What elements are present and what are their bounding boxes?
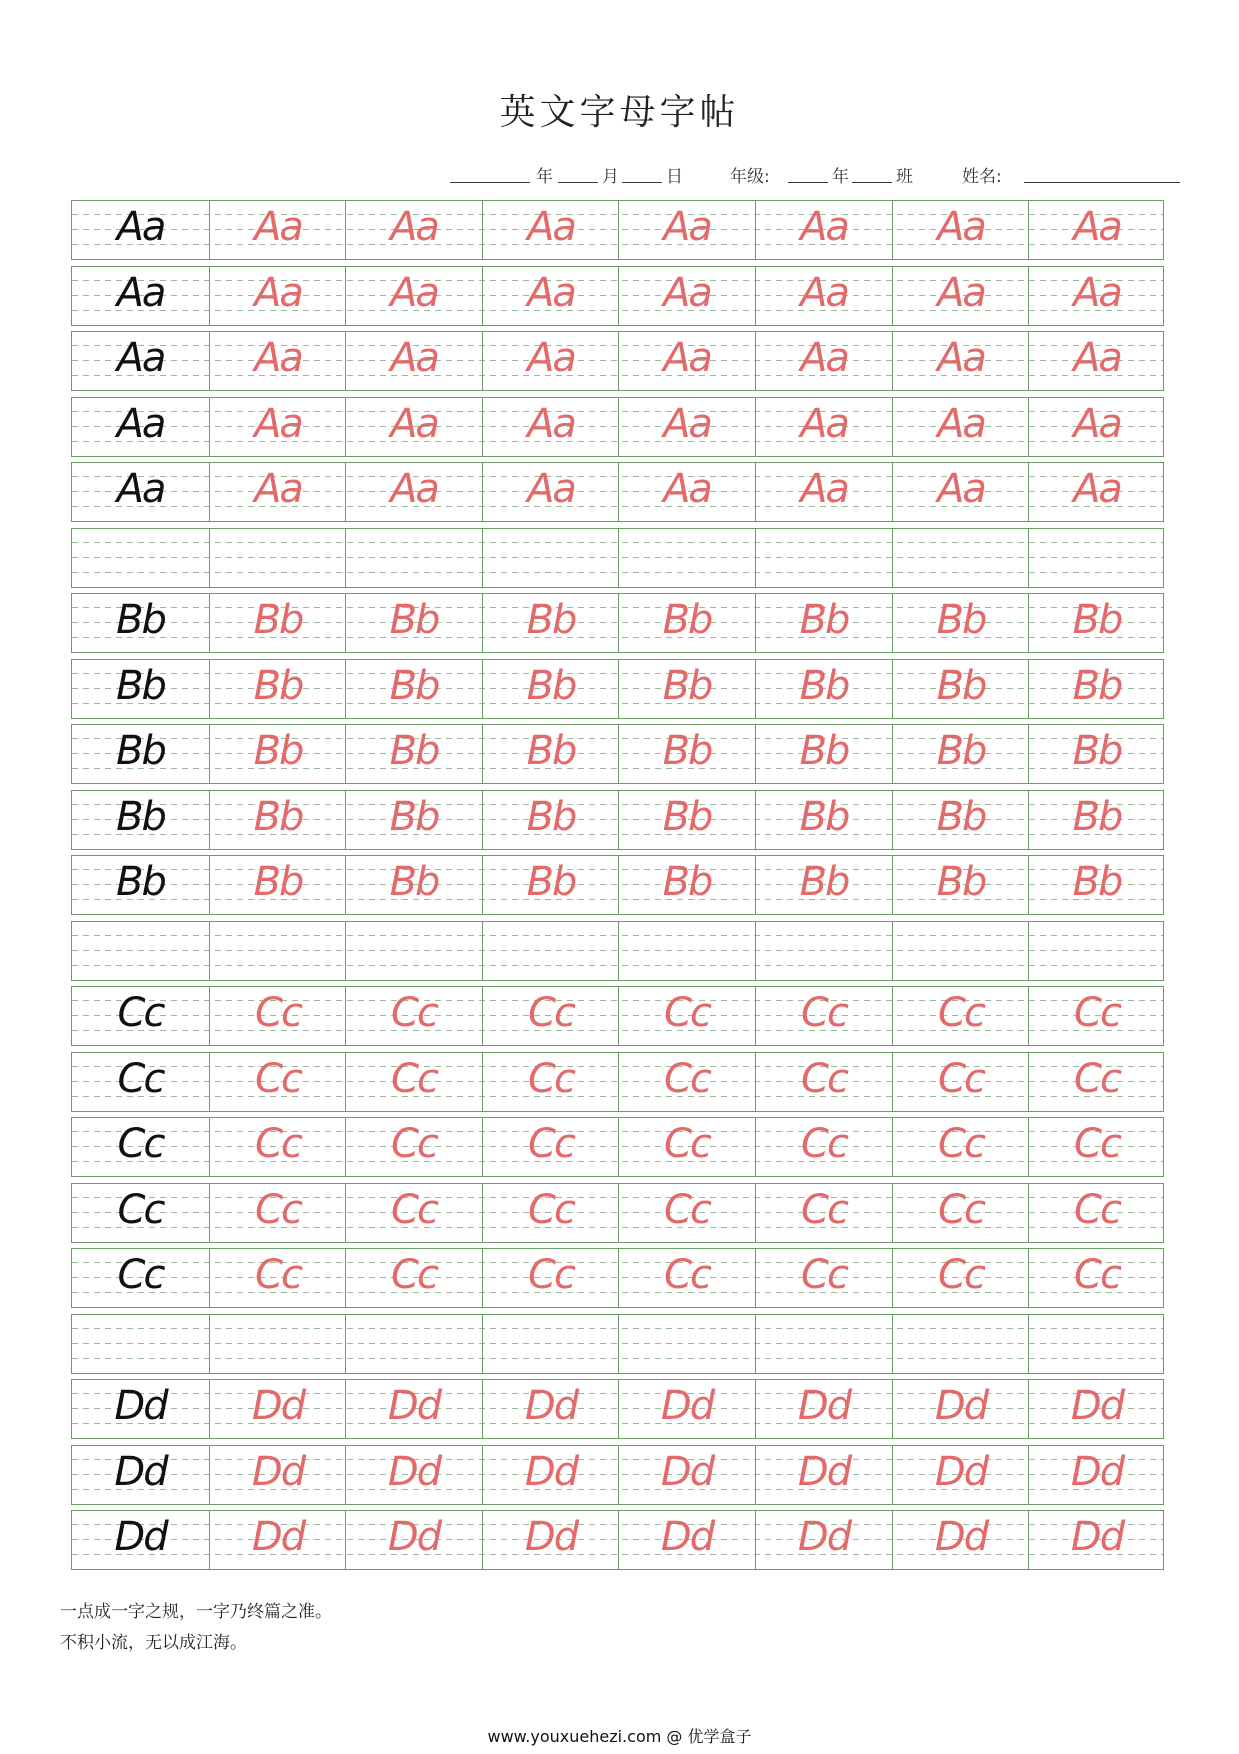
model-letter-cell: Cc xyxy=(117,1121,164,1167)
trace-letter-cell: Aa xyxy=(618,398,755,456)
model-letter-cell: Bb xyxy=(116,663,165,709)
trace-letter-cell: Cc xyxy=(209,987,346,1045)
model-letter-cell: Aa xyxy=(116,466,165,512)
practice-row xyxy=(71,855,1164,915)
trace-letter-cell: Aa xyxy=(209,332,346,390)
trace-letter-cell: Cc xyxy=(345,1249,482,1307)
trace-letter-cell: Aa xyxy=(345,463,482,521)
practice-row xyxy=(71,1445,1164,1505)
trace-letter-cell: Dd xyxy=(209,1446,346,1504)
practice-row xyxy=(71,593,1164,653)
trace-letter-cell xyxy=(482,1315,619,1373)
trace-letter-cell: Bb xyxy=(618,791,755,849)
practice-row xyxy=(71,1248,1164,1308)
practice-row xyxy=(71,200,1164,260)
trace-letter-cell: Bb xyxy=(1028,791,1165,849)
trace-letter-cell: Aa xyxy=(755,398,892,456)
model-letter-cell: Bb xyxy=(116,597,165,643)
trace-letter-cell: Bb xyxy=(345,856,482,914)
trace-letter-cell: Aa xyxy=(1028,201,1165,259)
trace-letter-cell xyxy=(755,1315,892,1373)
class-blank xyxy=(852,182,892,183)
trace-letter-cell: Bb xyxy=(482,856,619,914)
model-letter-cell: Cc xyxy=(117,1056,164,1102)
trace-letter-cell: Aa xyxy=(345,201,482,259)
practice-row xyxy=(71,1314,1164,1374)
model-letter-cell: Dd xyxy=(114,1514,167,1560)
trace-letter-cell: Aa xyxy=(892,463,1029,521)
trace-letter-cell: Cc xyxy=(345,987,482,1045)
trace-letter-cell: Dd xyxy=(892,1380,1029,1438)
trace-letter-cell: Aa xyxy=(755,201,892,259)
model-letter-cell: Aa xyxy=(116,401,165,447)
trace-letter-cell: Aa xyxy=(209,267,346,325)
trace-letter-cell: Cc xyxy=(892,1249,1029,1307)
trace-letter-cell: Cc xyxy=(209,1053,346,1111)
trace-letter-cell: Aa xyxy=(209,463,346,521)
trace-letter-cell: Bb xyxy=(755,725,892,783)
trace-letter-cell: Cc xyxy=(1028,987,1165,1045)
trace-letter-cell: Aa xyxy=(892,398,1029,456)
model-letter-cell: Cc xyxy=(117,1252,164,1298)
trace-letter-cell xyxy=(892,529,1029,587)
trace-letter-cell: Aa xyxy=(755,332,892,390)
trace-letter-cell: Aa xyxy=(618,332,755,390)
practice-row xyxy=(71,659,1164,719)
model-letter-cell: Aa xyxy=(116,204,165,250)
practice-row xyxy=(71,1052,1164,1112)
trace-letter-cell: Aa xyxy=(755,463,892,521)
name-label: 姓名: xyxy=(962,167,1002,187)
trace-letter-cell: Cc xyxy=(1028,1118,1165,1176)
practice-row xyxy=(71,1510,1164,1570)
trace-letter-cell: Bb xyxy=(345,660,482,718)
model-letter-cell xyxy=(72,1315,209,1373)
trace-letter-cell: Cc xyxy=(618,987,755,1045)
trace-letter-cell: Bb xyxy=(618,660,755,718)
trace-letter-cell: Dd xyxy=(1028,1511,1165,1569)
trace-letter-cell: Bb xyxy=(892,856,1029,914)
trace-letter-cell: Dd xyxy=(345,1511,482,1569)
trace-letter-cell: Bb xyxy=(345,725,482,783)
trace-letter-cell: Cc xyxy=(482,1249,619,1307)
trace-letter-cell xyxy=(209,529,346,587)
trace-letter-cell: Cc xyxy=(755,1184,892,1242)
trace-letter-cell: Aa xyxy=(345,398,482,456)
page-title: 英文字母字帖 xyxy=(499,92,740,133)
practice-row xyxy=(71,724,1164,784)
model-letter-cell: Bb xyxy=(116,728,165,774)
trace-letter-cell xyxy=(618,529,755,587)
month-label: 月 xyxy=(602,167,619,187)
trace-letter-cell: Aa xyxy=(1028,267,1165,325)
model-letter-cell: Bb xyxy=(116,794,165,840)
quote-line-1: 一点成一字之规，一字乃终篇之准。 xyxy=(60,1602,332,1622)
practice-row xyxy=(71,462,1164,522)
trace-letter-cell: Cc xyxy=(755,987,892,1045)
year-label: 年 xyxy=(536,167,553,187)
model-letter-cell: Dd xyxy=(114,1383,167,1429)
model-letter-cell: Cc xyxy=(117,990,164,1036)
trace-letter-cell: Aa xyxy=(892,201,1029,259)
trace-letter-cell: Dd xyxy=(482,1511,619,1569)
trace-letter-cell: Cc xyxy=(1028,1053,1165,1111)
trace-letter-cell: Bb xyxy=(482,594,619,652)
trace-letter-cell: Bb xyxy=(892,791,1029,849)
trace-letter-cell: Cc xyxy=(755,1118,892,1176)
trace-letter-cell xyxy=(482,529,619,587)
grade-year-label: 年 xyxy=(832,167,849,187)
trace-letter-cell: Dd xyxy=(209,1380,346,1438)
practice-row xyxy=(71,331,1164,391)
trace-letter-cell: Cc xyxy=(209,1184,346,1242)
trace-letter-cell: Dd xyxy=(618,1380,755,1438)
practice-row xyxy=(71,1379,1164,1439)
trace-letter-cell: Bb xyxy=(209,660,346,718)
trace-letter-cell: Cc xyxy=(618,1249,755,1307)
grade-label: 年级: xyxy=(730,167,770,187)
trace-letter-cell: Aa xyxy=(345,332,482,390)
trace-letter-cell: Dd xyxy=(618,1446,755,1504)
trace-letter-cell: Aa xyxy=(482,398,619,456)
trace-letter-cell xyxy=(755,529,892,587)
trace-letter-cell: Bb xyxy=(1028,725,1165,783)
trace-letter-cell: Aa xyxy=(209,398,346,456)
trace-letter-cell: Cc xyxy=(892,1118,1029,1176)
trace-letter-cell xyxy=(209,1315,346,1373)
trace-letter-cell: Aa xyxy=(618,267,755,325)
trace-letter-cell: Bb xyxy=(618,725,755,783)
trace-letter-cell: Cc xyxy=(209,1118,346,1176)
day-blank xyxy=(622,182,662,183)
trace-letter-cell: Bb xyxy=(209,856,346,914)
trace-letter-cell: Bb xyxy=(618,856,755,914)
trace-letter-cell: Aa xyxy=(482,463,619,521)
trace-letter-cell: Aa xyxy=(482,332,619,390)
model-letter-cell: Aa xyxy=(116,270,165,316)
trace-letter-cell: Dd xyxy=(618,1511,755,1569)
trace-letter-cell: Aa xyxy=(1028,463,1165,521)
trace-letter-cell: Bb xyxy=(1028,660,1165,718)
trace-letter-cell: Bb xyxy=(209,594,346,652)
trace-letter-cell: Cc xyxy=(618,1184,755,1242)
trace-letter-cell: Cc xyxy=(892,1053,1029,1111)
trace-letter-cell: Dd xyxy=(345,1446,482,1504)
trace-letter-cell: Aa xyxy=(755,267,892,325)
model-letter-cell: Cc xyxy=(117,1187,164,1233)
trace-letter-cell xyxy=(345,922,482,980)
model-letter-cell xyxy=(72,922,209,980)
trace-letter-cell: Cc xyxy=(345,1053,482,1111)
trace-letter-cell: Bb xyxy=(209,791,346,849)
grade-year-blank xyxy=(788,182,828,183)
trace-letter-cell: Bb xyxy=(1028,594,1165,652)
trace-letter-cell: Dd xyxy=(892,1446,1029,1504)
trace-letter-cell: Cc xyxy=(482,987,619,1045)
practice-row xyxy=(71,921,1164,981)
day-label: 日 xyxy=(666,167,683,187)
practice-row xyxy=(71,266,1164,326)
trace-letter-cell: Cc xyxy=(482,1053,619,1111)
trace-letter-cell: Cc xyxy=(755,1249,892,1307)
trace-letter-cell: Bb xyxy=(892,594,1029,652)
trace-letter-cell: Cc xyxy=(892,987,1029,1045)
trace-letter-cell xyxy=(618,1315,755,1373)
trace-letter-cell: Dd xyxy=(482,1380,619,1438)
practice-row xyxy=(71,1117,1164,1177)
model-letter-cell: Dd xyxy=(114,1449,167,1495)
practice-row xyxy=(71,986,1164,1046)
trace-letter-cell: Cc xyxy=(755,1053,892,1111)
trace-letter-cell: Aa xyxy=(618,463,755,521)
trace-letter-cell: Bb xyxy=(755,856,892,914)
trace-letter-cell: Dd xyxy=(1028,1380,1165,1438)
trace-letter-cell: Dd xyxy=(755,1511,892,1569)
model-letter-cell: Bb xyxy=(116,859,165,905)
name-blank xyxy=(1024,182,1180,183)
trace-letter-cell: Aa xyxy=(892,332,1029,390)
trace-letter-cell: Bb xyxy=(482,725,619,783)
trace-letter-cell: Aa xyxy=(618,201,755,259)
practice-row xyxy=(71,790,1164,850)
trace-letter-cell: Bb xyxy=(209,725,346,783)
trace-letter-cell xyxy=(1028,922,1165,980)
trace-letter-cell: Aa xyxy=(209,201,346,259)
trace-letter-cell: Dd xyxy=(209,1511,346,1569)
trace-letter-cell: Dd xyxy=(892,1511,1029,1569)
trace-letter-cell: Aa xyxy=(345,267,482,325)
trace-letter-cell: Cc xyxy=(618,1053,755,1111)
trace-letter-cell: Cc xyxy=(482,1184,619,1242)
trace-letter-cell: Aa xyxy=(892,267,1029,325)
class-label: 班 xyxy=(896,167,913,187)
info-line xyxy=(450,160,1180,190)
trace-letter-cell: Bb xyxy=(892,660,1029,718)
trace-letter-cell: Bb xyxy=(482,660,619,718)
month-blank xyxy=(558,182,598,183)
trace-letter-cell: Dd xyxy=(345,1380,482,1438)
practice-row xyxy=(71,397,1164,457)
trace-letter-cell: Cc xyxy=(1028,1184,1165,1242)
trace-letter-cell: Dd xyxy=(482,1446,619,1504)
trace-letter-cell: Cc xyxy=(482,1118,619,1176)
trace-letter-cell: Cc xyxy=(618,1118,755,1176)
trace-letter-cell: Bb xyxy=(1028,856,1165,914)
trace-letter-cell: Cc xyxy=(345,1118,482,1176)
trace-letter-cell: Cc xyxy=(209,1249,346,1307)
trace-letter-cell: Aa xyxy=(482,201,619,259)
trace-letter-cell: Bb xyxy=(755,594,892,652)
trace-letter-cell: Cc xyxy=(892,1184,1029,1242)
trace-letter-cell: Bb xyxy=(755,791,892,849)
trace-letter-cell: Bb xyxy=(482,791,619,849)
quote-line-2: 不积小流，无以成江海。 xyxy=(60,1633,247,1653)
practice-row xyxy=(71,528,1164,588)
trace-letter-cell: Aa xyxy=(1028,332,1165,390)
model-letter-cell: Aa xyxy=(116,335,165,381)
trace-letter-cell xyxy=(345,529,482,587)
trace-letter-cell: Aa xyxy=(482,267,619,325)
trace-letter-cell: Bb xyxy=(345,791,482,849)
trace-letter-cell xyxy=(618,922,755,980)
trace-letter-cell xyxy=(482,922,619,980)
trace-letter-cell: Dd xyxy=(755,1380,892,1438)
trace-letter-cell: Bb xyxy=(618,594,755,652)
year-blank xyxy=(450,182,530,183)
trace-letter-cell: Cc xyxy=(1028,1249,1165,1307)
trace-letter-cell: Bb xyxy=(755,660,892,718)
trace-letter-cell: Bb xyxy=(345,594,482,652)
trace-letter-cell xyxy=(892,1315,1029,1373)
trace-letter-cell xyxy=(755,922,892,980)
practice-row xyxy=(71,1183,1164,1243)
trace-letter-cell: Cc xyxy=(345,1184,482,1242)
trace-letter-cell: Bb xyxy=(892,725,1029,783)
trace-letter-cell: Dd xyxy=(1028,1446,1165,1504)
trace-letter-cell: Dd xyxy=(755,1446,892,1504)
trace-letter-cell xyxy=(345,1315,482,1373)
site-footer: www.youxuehezi.com @ 优学盒子 xyxy=(487,1727,752,1746)
trace-letter-cell xyxy=(892,922,1029,980)
trace-letter-cell xyxy=(1028,1315,1165,1373)
trace-letter-cell xyxy=(209,922,346,980)
model-letter-cell xyxy=(72,529,209,587)
trace-letter-cell xyxy=(1028,529,1165,587)
trace-letter-cell: Aa xyxy=(1028,398,1165,456)
